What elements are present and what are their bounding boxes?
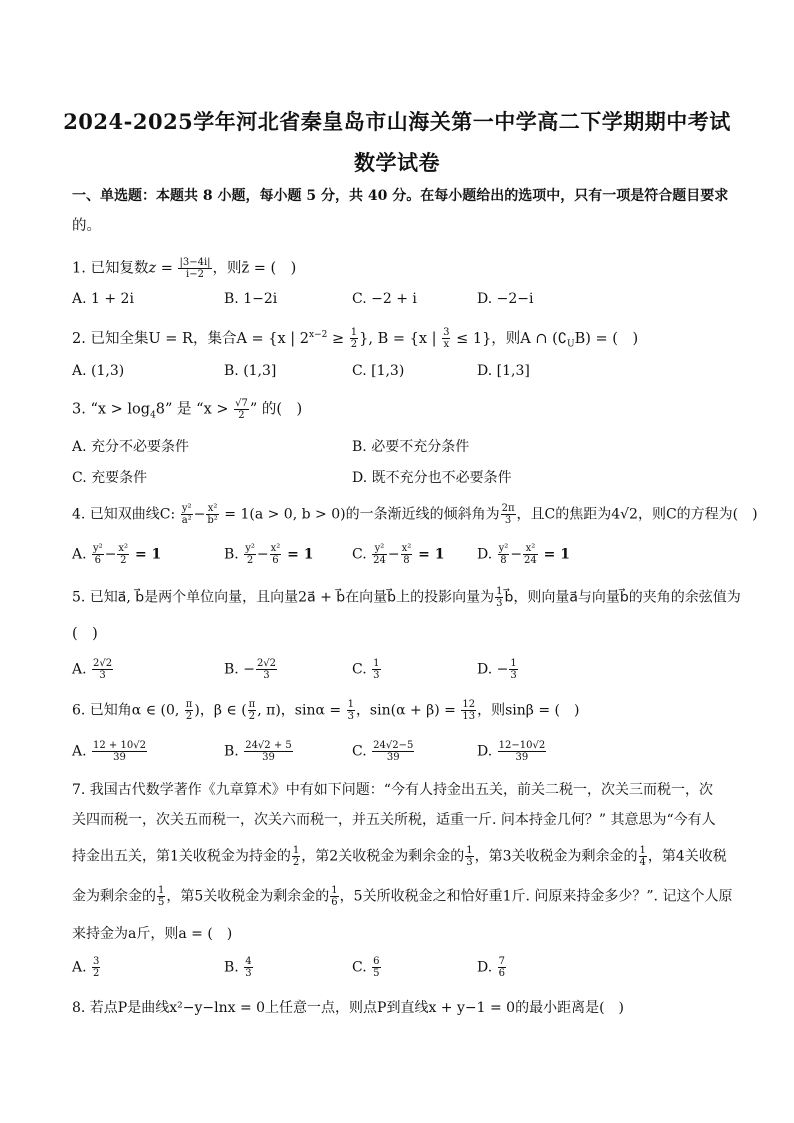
option-b: B. (1,3] (224, 363, 277, 379)
question-1-options (72, 291, 732, 315)
section-heading-cont: 的。 (72, 218, 101, 234)
option-a: A. $\frac{2√2}{3}$ (72, 658, 113, 681)
option-d: D. [1,3] (477, 363, 530, 379)
option-c: C. $\frac{1}{3}$ (352, 658, 380, 681)
option-c: C. [1,3) (352, 363, 405, 379)
option-b: B. $\frac{\text{y²}}{2}$ − $\frac{\text{x²}}{6}$ = 1 (224, 543, 314, 566)
option-b: B. 必要不充分条件 (352, 439, 470, 455)
question-2-options (72, 363, 732, 387)
option-a: A. $\frac{\text{y²}}{6}$ − $\frac{\text{x²}}{2}$ = 1 (72, 543, 162, 566)
question-6-options (72, 740, 732, 764)
question-7-stem-4: 金为剩余金的 $\frac{1}{5}$ ，第5关收税金为剩余金的 $\frac{1}{6}$ ，5关所收税金之和恰好重1斤. 问原来持金多少？”. 记这个人原 (72, 885, 733, 908)
option-c: C. 充要条件 (72, 470, 148, 486)
option-c: C. −2 + i (352, 291, 417, 307)
fraction: $\frac{\text{x²}}{\text{b²}}$ (207, 503, 218, 526)
fraction: $\frac{\text{y²}}{\text{a²}}$ (181, 503, 192, 526)
fraction: $\frac{3}{x}$ (443, 327, 450, 351)
question-3-options-row1 (72, 436, 732, 460)
fraction: $\frac{1}{3}$ (496, 586, 503, 609)
question-5-stem-cont: ( ) (72, 626, 98, 642)
question-1-stem: 1. 已知复数z = $\frac{|3-4i|}{i-2}$ ，则z̄ = ( ) (72, 257, 297, 280)
question-8-stem: 8. 若点P是曲线x²−y−lnx = 0上任意一点，则点P到直线x + y−1 = 0的最小距离是( ) (72, 1000, 624, 1016)
option-b: B. 1−2i (224, 291, 278, 307)
section-heading: 一、单选题：本题共 8 小题，每小题 5 分，共 40 分。在每小题给出的选项中，只有一项是符合题目要求 (72, 188, 729, 204)
fraction: $\frac{√7}{2}$ (235, 398, 248, 421)
option-b: B. − $\frac{2√2}{3}$ (224, 658, 277, 681)
fraction: $\frac{1}{2}$ (350, 327, 358, 351)
option-a: A. (1,3) (72, 363, 125, 379)
option-d: D. $\frac{7}{6}$ (477, 956, 506, 979)
question-4-options (72, 543, 732, 567)
option-c: C. $\frac{6}{5}$ (352, 956, 380, 979)
option-d: D. 既不充分也不必要条件 (352, 470, 512, 486)
question-3-options-row2 (72, 467, 732, 491)
question-7-stem-3: 持金出五关，第1关收税金为持金的 $\frac{1}{2}$ ，第2关收税金为剩余金的 $\frac{1}{3}$ ，第3关收税金为剩余金的 $\frac{1}{4}$ ，第4关收税 (72, 845, 727, 868)
option-a: A. $\frac{12 + 10√2}{39}$ (72, 740, 146, 763)
option-c: C. $\frac{24√2-5}{39}$ (352, 740, 414, 763)
question-5-options (72, 658, 732, 682)
fraction: $\frac{2\pi}{3}$ (501, 503, 515, 526)
question-7-stem-2: 关四而税一，次关五而税一，次关六而税一，并五关所税，适重一斤. 问本持金几何？” 其意思为“今有人 (72, 812, 716, 828)
question-7-stem-5: 来持金为a斤，则a = ( ) (72, 926, 233, 942)
option-b: B. $\frac{4}{3}$ (224, 956, 252, 979)
exam-title: 2024-2025学年河北省秦皇岛市山海关第一中学高二下学期期中考试 (63, 109, 731, 134)
question-2-stem: 2. 已知全集U = R，集合A = {x | $2^{x-2}$ ≥ $\frac{1}{2}$ }, B = {x | $\frac{3}{x}$ ≤ 1}，则A ∩ $(∁_UB)$ = ( ) (72, 327, 639, 351)
exam-subtitle: 数学试卷 (354, 150, 440, 175)
question-5-stem: 5. 已知a⃗, b⃗是两个单位向量，且向量2a⃗ + b⃗在向量b⃗上的投影向量为 $\frac{1}{3}$ b⃗，则向量a⃗与向量b⃗的夹角的余弦值为 (72, 586, 741, 609)
question-7-options (72, 956, 732, 980)
option-d: D. $\frac{12-10√2}{39}$ (477, 740, 546, 763)
option-d: D. −2−i (477, 291, 534, 307)
option-b: B. $\frac{24√2 + 5}{39}$ (224, 740, 292, 763)
option-c: C. $\frac{\text{y²}}{24}$ − $\frac{\text{x²}}{8}$ = 1 (352, 543, 445, 566)
question-4-stem: 4. 已知双曲线C: $\frac{\text{y²}}{\text{a²}}$ − $\frac{\text{x²}}{\text{b²}}$ = 1(a > 0, b > 0)的一条渐近线的倾斜角为 $\frac{2\pi}{3}$ ，且C的焦距为4√2，则C的方程为( ) (72, 503, 758, 526)
option-d: D. − $\frac{1}{3}$ (477, 658, 517, 681)
question-7-stem: 7. 我国古代数学著作《九章算术》中有如下问题：“今有人持金出五关，前关二税一，次关三而税一，次 (72, 782, 713, 798)
fraction: $\frac{|3-4i|}{i-2}$ (179, 257, 211, 280)
option-a: A. 1 + 2i (72, 291, 134, 307)
option-a: A. $\frac{3}{2}$ (72, 956, 100, 979)
option-d: D. $\frac{\text{y²}}{8}$ − $\frac{\text{x²}}{24}$ = 1 (477, 543, 571, 566)
question-3-stem: 3. “$x > \log_48$” 是 “x > $\frac{√7}{2}$ ” 的( ) (72, 398, 303, 421)
option-a: A. 充分不必要条件 (72, 439, 190, 455)
question-6-stem: 6. 已知角α ∈ (0, $\frac{\pi}{2}$ )，β ∈ ( $\frac{\pi}{2}$ , π)，sinα = $\frac{1}{3}$ ，sin(α + β) = $\frac{12}{13}$ ，则sinβ = ( ) (72, 699, 580, 722)
